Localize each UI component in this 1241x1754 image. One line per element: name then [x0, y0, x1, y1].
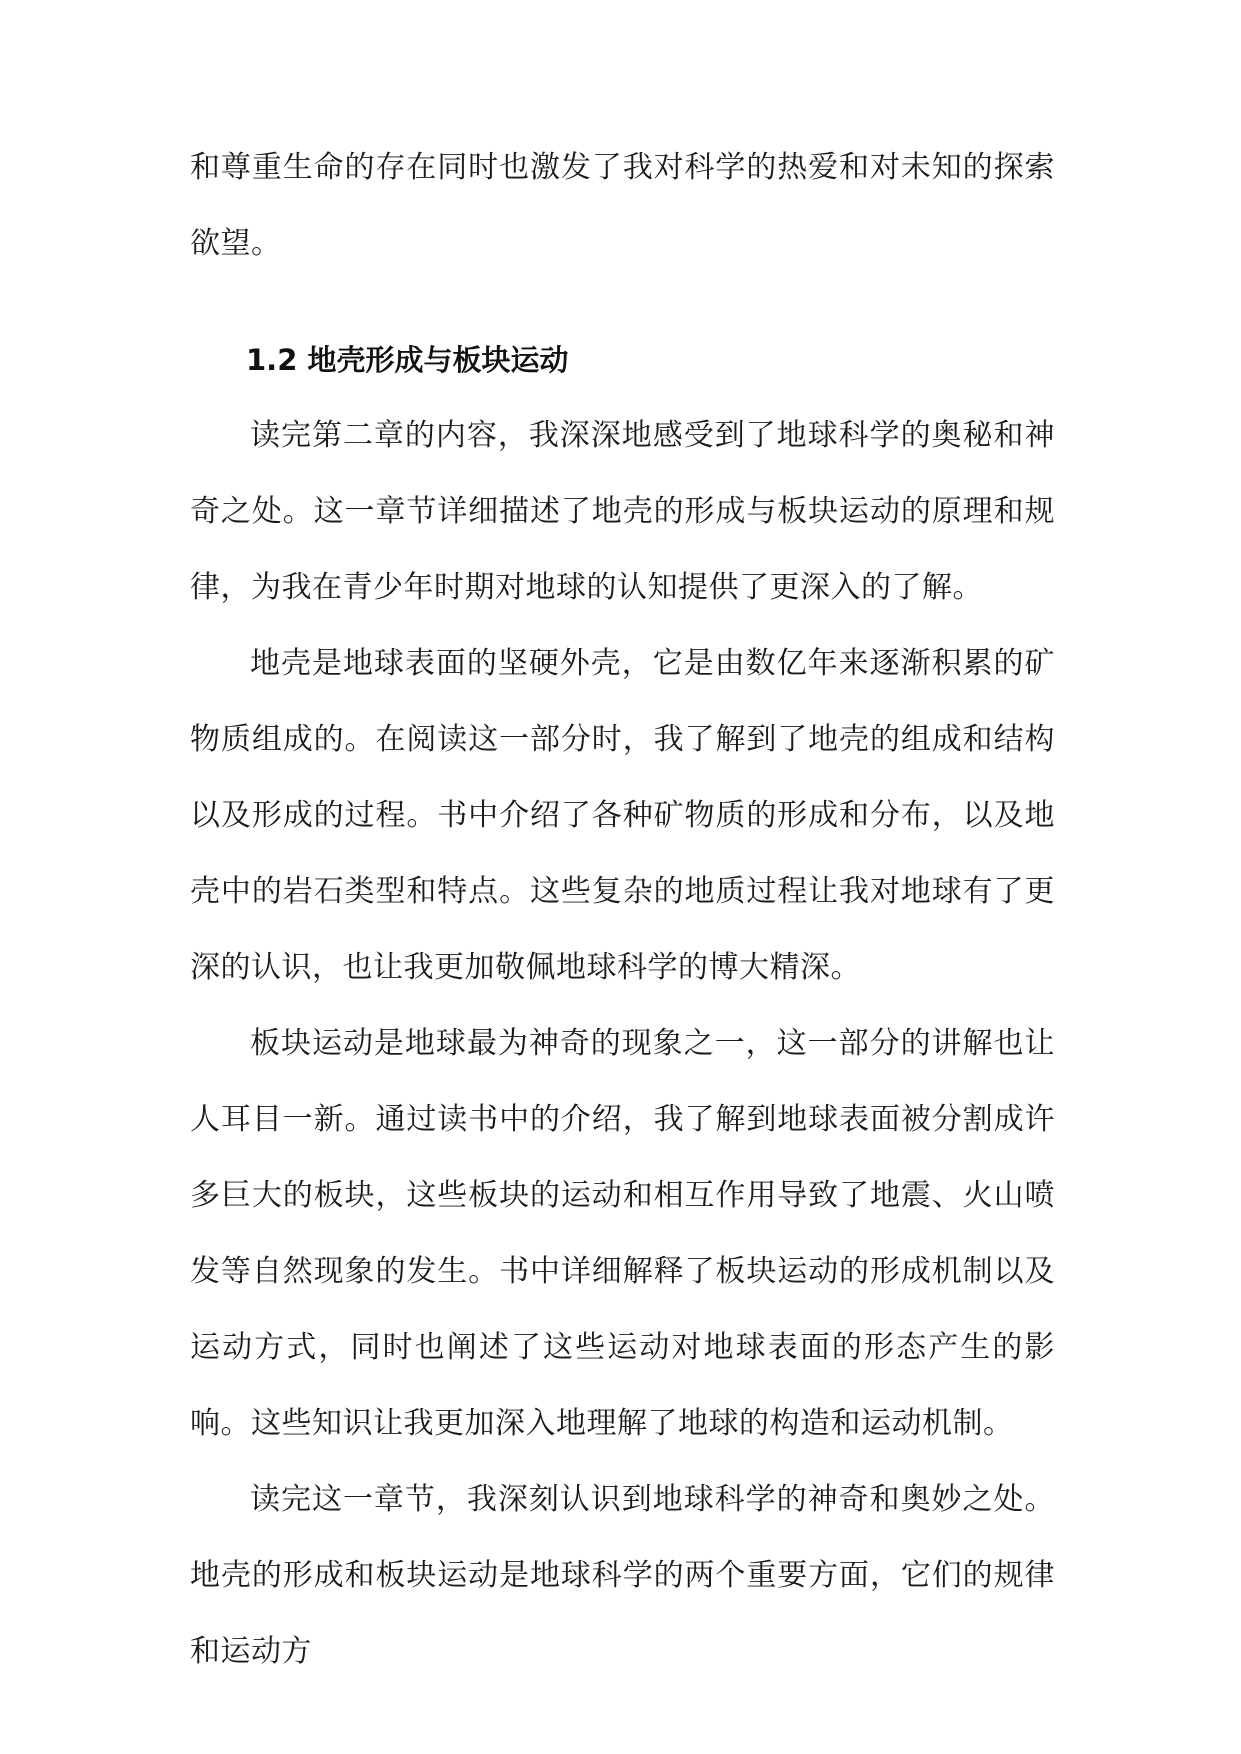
- section-heading: 1.2 地壳形成与板块运动: [246, 343, 569, 377]
- paragraph-conclusion: 读完这一章节，我深刻认识到地球科学的神奇和奥妙之处。地壳的形成和板块运动是地球科学的两个重要方面，它们的规律和运动方: [190, 1482, 1055, 1669]
- paragraph-crust: 地壳是地球表面的坚硬外壳，它是由数亿年来逐渐积累的矿物质组成的。在阅读这一部分时，我了解到了地壳的组成和结构以及形成的过程。书中介绍了各种矿物质的形成和分布，以及地壳中的岩石类型和特点。这些复杂的地质过程让我对地球有了更深的认识，也让我更加敬佩地球科学的博大精深。: [190, 646, 1055, 985]
- document-page: [190, 130, 1055, 1690]
- intro-paragraph: 和尊重生命的存在同时也激发了我对科学的热爱和对未知的探索欲望。: [190, 150, 1055, 261]
- paragraph-plate-motion: 板块运动是地球最为神奇的现象之一，这一部分的讲解也让人耳目一新。通过读书中的介绍，我了解到地球表面被分割成许多巨大的板块，这些板块的运动和相互作用导致了地震、火山喷发等自然现象的发生。书中详细解释了板块运动的形成机制以及运动方式，同时也阐述了这些运动对地球表面的形态产生的影响。这些知识让我更加深入地理解了地球的构造和运动机制。: [190, 1026, 1055, 1441]
- paragraph-chapter-two: 读完第二章的内容，我深深地感受到了地球科学的奥秘和神奇之处。这一章节详细描述了地壳的形成与板块运动的原理和规律，为我在青少年时期对地球的认知提供了更深入的了解。: [190, 418, 1055, 605]
